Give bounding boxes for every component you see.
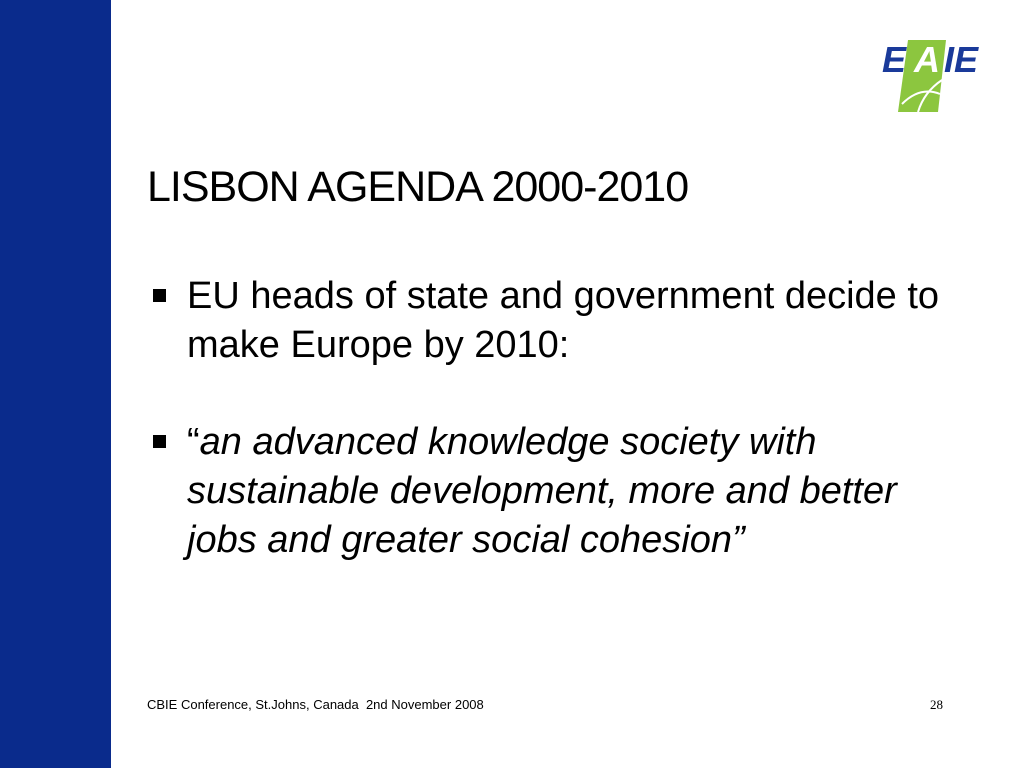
logo-letters-ie: IE (944, 39, 979, 80)
quote-text: an advanced knowledge society with sustainable development, more and better jobs and greater social cohesion” (187, 421, 897, 561)
open-quote: “ (187, 421, 200, 463)
bullet-list (147, 272, 947, 565)
square-bullet-icon (153, 289, 166, 302)
logo-letter-e: E (882, 39, 907, 80)
logo-letter-a: A (914, 39, 940, 80)
eaie-logo (876, 28, 992, 120)
bullet-item (147, 272, 947, 370)
side-bar (0, 0, 111, 768)
bullet-item (147, 418, 947, 565)
footer-text: CBIE Conference, St.Johns, Canada 2nd November 2008 (147, 697, 484, 712)
bullet-text: EU heads of state and government decide to make Europe by 2010: (187, 275, 940, 366)
slide-title: LISBON AGENDA 2000-2010 (147, 163, 689, 211)
eaie-logo-graphic (876, 28, 992, 120)
square-bullet-icon (153, 435, 166, 448)
page-number: 28 (930, 697, 943, 712)
